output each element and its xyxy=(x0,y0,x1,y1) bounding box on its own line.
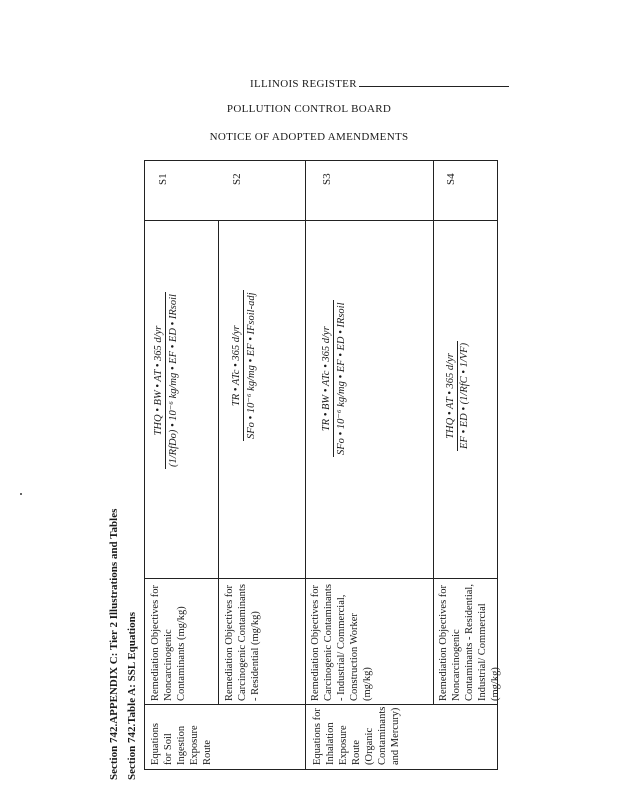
board-name: POLLUTION CONTROL BOARD xyxy=(226,103,392,115)
col-divider-2 xyxy=(145,578,497,579)
equation-s1 xyxy=(153,292,179,469)
equation-id: S4 xyxy=(445,173,457,185)
col-divider-1 xyxy=(145,704,497,705)
section-title: Section 742.APPENDIX C: Tier 2 Illustrations and Tables xyxy=(108,508,120,780)
equation-id: S1 xyxy=(157,173,169,185)
equation-denominator: EF • ED • (1/RfC • 1/VF) xyxy=(459,342,470,449)
equation-numerator: TR • BW • ATc • 365 d/yr xyxy=(321,300,334,457)
row-description: Remediation Objectives for Carcinogenic Contaminants - Residential (mg/kg) xyxy=(224,584,261,701)
equation-id: S3 xyxy=(321,173,333,185)
row-divider-1 xyxy=(218,221,219,705)
row-divider-2 xyxy=(305,161,306,769)
equation-numerator: THQ • AT • 365 d/yr xyxy=(445,341,458,451)
equation-denominator: (1/RfDo) • 10⁻⁶ kg/mg • EF • ED • IRsoil xyxy=(168,294,179,467)
group-label-inhalation: Equations for Inhalation Exposure Route (Organic Contaminants and Mercury) xyxy=(312,706,401,765)
group-label-soil-ingestion: Equations for Soil Ingestion Exposure Route xyxy=(150,723,213,765)
rotated-content xyxy=(108,150,508,780)
col-divider-3 xyxy=(145,220,497,221)
equation-id: S2 xyxy=(231,173,243,185)
equation-denominator: SFo • 10⁻⁶ kg/mg • EF • IFsoil-adj xyxy=(246,292,257,439)
equation-denominator: SFo • 10⁻⁶ kg/mg • EF • ED • IRsoil xyxy=(336,302,347,455)
ssl-equations-table xyxy=(144,160,501,770)
row-description: Remediation Objectives for Carcinogenic Contaminants - Industrial/ Commercial, Construction Worker (mg/kg) xyxy=(310,584,373,701)
equation-s4 xyxy=(445,341,470,451)
equation-numerator: TR • ATc • 365 d/yr xyxy=(231,291,244,442)
equation-s3 xyxy=(321,300,347,457)
row-description: Remediation Objectives for Noncarcinogenic Contaminants - Residential, Industrial/ Commercial (mg/kg) xyxy=(438,584,501,701)
notice-title: NOTICE OF ADOPTED AMENDMENTS xyxy=(209,131,409,143)
row-divider-3 xyxy=(433,161,434,705)
register-title: ILLINOIS REGISTER xyxy=(250,76,530,90)
section-subtitle: Section 742.Table A: SSL Equations xyxy=(126,611,138,780)
scan-speck xyxy=(20,493,22,495)
row-description: Remediation Objectives for Noncarcinogenic Contaminants (mg/kg) xyxy=(150,584,187,701)
equation-numerator: THQ • BW • AT • 365 d/yr xyxy=(153,292,166,469)
equation-s2 xyxy=(231,291,257,442)
